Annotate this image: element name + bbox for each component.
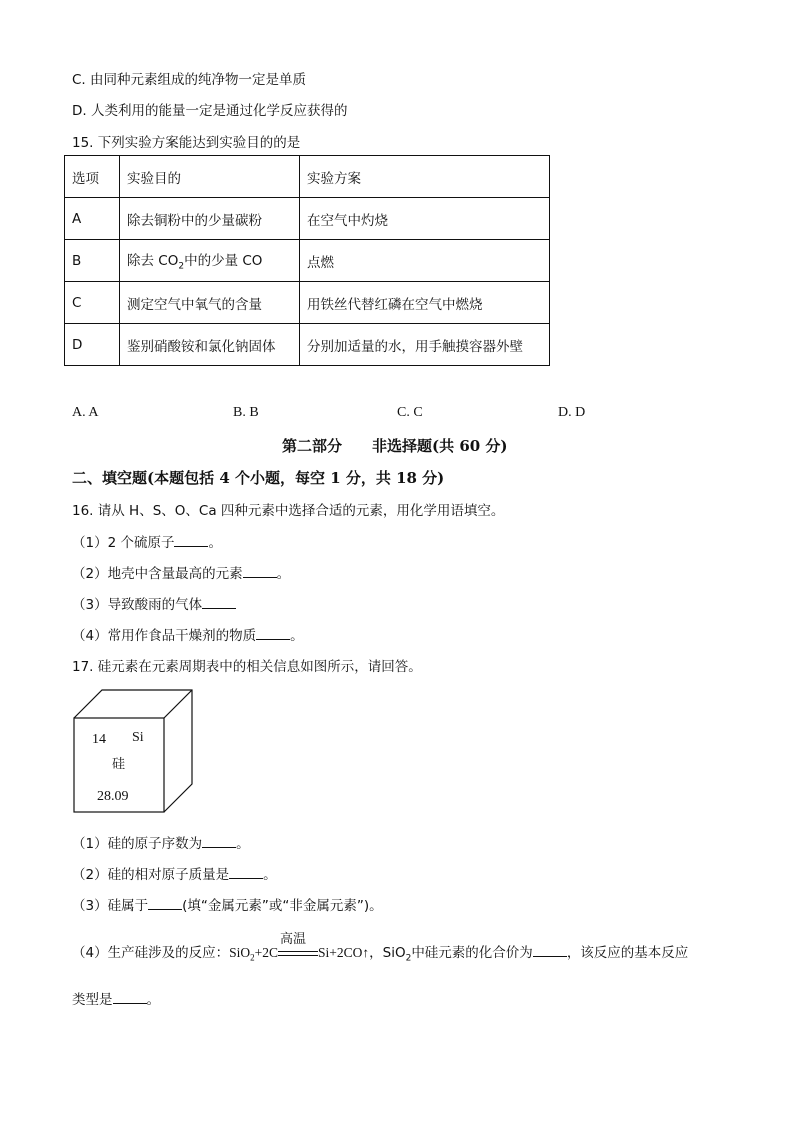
- item-text: （4）常用作食品干燥剂的物质: [72, 628, 257, 644]
- item-text: 。: [208, 535, 222, 551]
- item-text: （4）生产硅涉及的反应：: [72, 945, 230, 961]
- table-cell: [120, 240, 300, 282]
- answer-blank[interactable]: [202, 596, 236, 609]
- reactant-formula: [229, 945, 278, 963]
- item-text: （1）硅的原子序数为: [72, 836, 203, 852]
- q16-item-2: [72, 562, 290, 582]
- q17-item-3: [72, 894, 383, 914]
- atomic-mass: 28.09: [97, 789, 129, 804]
- subscript: 2: [250, 952, 255, 963]
- item-text: 中硅元素的化合价为: [411, 945, 533, 961]
- subscript: 2: [405, 953, 412, 964]
- formula-text: SiO: [229, 945, 251, 960]
- answer-blank[interactable]: [202, 835, 236, 848]
- item-text: 类型是: [72, 992, 113, 1008]
- option-c-text: C. 由同种元素组成的纯净物一定是单质: [72, 72, 307, 88]
- item-text: （3）导致酸雨的气体: [72, 597, 203, 613]
- choice-b[interactable]: B. B: [233, 405, 259, 420]
- item-text: 。: [290, 628, 304, 644]
- item-text: （2）地壳中含量最高的元素: [72, 566, 243, 582]
- q17-item-2: [72, 863, 277, 883]
- table-header: 选项: [65, 156, 120, 198]
- experiment-table: [64, 155, 550, 366]
- q17-item-1: [72, 832, 250, 852]
- question-16-stem: 16. 请从 H、S、O、Ca 四种元素中选择合适的元素，用化学用语填空。: [72, 503, 505, 519]
- q17-item-4-continued: [72, 988, 160, 1008]
- item-text: 。: [146, 992, 160, 1008]
- equals-sign: [278, 951, 318, 956]
- question-15-stem: 15. 下列实验方案能达到实验目的的是: [72, 135, 301, 151]
- table-cell: 除去铜粉中的少量碳粉: [120, 198, 300, 240]
- section-two-title: 二、填空题(本题包括 4 个小题，每空 1 分，共 18 分): [72, 469, 445, 487]
- choice-c[interactable]: C. C: [397, 405, 423, 420]
- condition-text: 高温: [279, 932, 306, 947]
- option-d-text: D. 人类利用的能量一定是通过化学反应获得的: [72, 103, 348, 119]
- table-cell: 鉴别硝酸铵和氯化钠固体: [120, 324, 300, 366]
- item-text: 。: [236, 836, 250, 852]
- q16-item-1: [72, 531, 222, 551]
- answer-blank[interactable]: [148, 897, 182, 910]
- table-cell: 测定空气中氧气的含量: [120, 282, 300, 324]
- table-cell: 在空气中灼烧: [300, 198, 550, 240]
- answer-blank[interactable]: [174, 534, 208, 547]
- choice-a[interactable]: A. A: [72, 405, 99, 420]
- silicon-element-cube: [72, 688, 196, 816]
- answer-blank[interactable]: [256, 627, 290, 640]
- table-header: 实验方案: [300, 156, 550, 198]
- answer-blank[interactable]: [243, 565, 277, 578]
- answer-blank[interactable]: [113, 991, 147, 1004]
- table-cell: 点燃: [300, 240, 550, 282]
- purpose-text: 中的少量 CO: [184, 253, 263, 270]
- product-formula: Si+2CO↑: [317, 945, 370, 960]
- item-text: 。: [263, 867, 277, 883]
- element-name: 硅: [112, 757, 126, 772]
- answer-blank[interactable]: [229, 866, 263, 879]
- table-cell: C: [65, 282, 120, 324]
- table-cell: 分别加适量的水，用手触摸容器外壁: [300, 324, 550, 366]
- table-cell: B: [65, 240, 120, 282]
- subscript: 2: [178, 261, 185, 272]
- question-17-stem: 17. 硅元素在元素周期表中的相关信息如图所示，请回答。: [72, 659, 422, 675]
- table-row: [65, 324, 550, 366]
- item-text: （2）硅的相对原子质量是: [72, 867, 230, 883]
- table-row: [65, 198, 550, 240]
- choice-d[interactable]: D. D: [558, 405, 586, 420]
- reaction-condition: [278, 932, 318, 960]
- table-cell: A: [65, 198, 120, 240]
- formula-text: +2C: [254, 945, 278, 960]
- answer-blank[interactable]: [533, 944, 567, 957]
- element-symbol: Si: [132, 730, 144, 745]
- part-two-title: 第二部分 非选择题(共 60 分): [282, 437, 508, 455]
- atomic-number: 14: [92, 732, 106, 747]
- item-text: 。: [276, 566, 291, 582]
- item-text: ，SiO: [369, 945, 406, 961]
- item-text: （3）硅属于: [72, 898, 149, 914]
- table-row: [65, 282, 550, 324]
- table-header: 实验目的: [120, 156, 300, 198]
- table-header-row: [65, 156, 550, 198]
- item-text: （1）2 个硫原子: [72, 535, 175, 551]
- purpose-text: 除去 CO: [127, 253, 179, 270]
- q16-item-4: [72, 624, 304, 644]
- item-text: (填“金属元素”或“非金属元素”)。: [182, 898, 383, 914]
- table-cell: 用铁丝代替红磷在空气中燃烧: [300, 282, 550, 324]
- item-text: ，该反应的基本反应: [566, 945, 689, 961]
- q16-item-3: [72, 593, 236, 613]
- table-cell: D: [65, 324, 120, 366]
- q17-item-4: [72, 932, 689, 964]
- table-row: [65, 240, 550, 282]
